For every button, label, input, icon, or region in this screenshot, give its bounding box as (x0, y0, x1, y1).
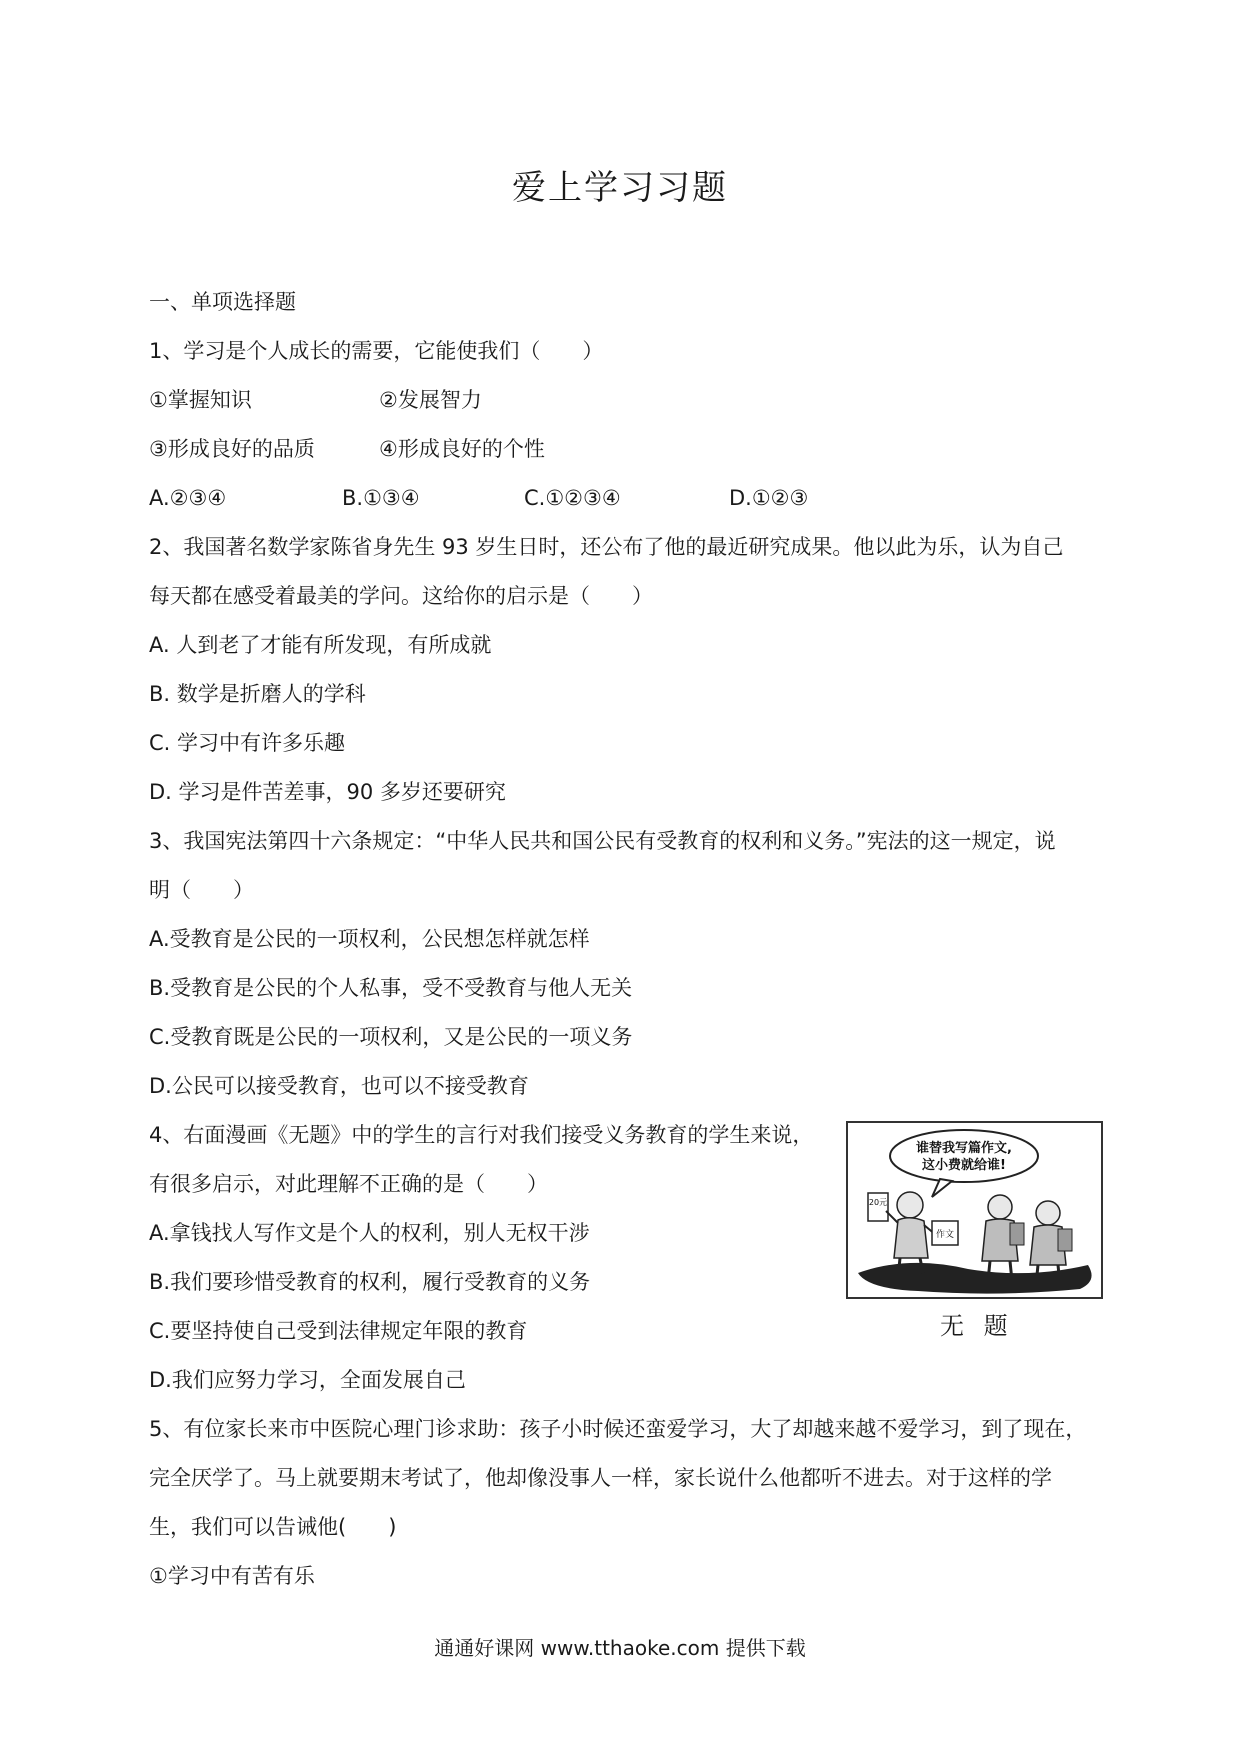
q1-option: C.①②③④ (524, 486, 621, 510)
speech-bubble (890, 1130, 1038, 1182)
page-title: 爱上学习习题 (512, 168, 728, 208)
svg-text:20元: 20元 (868, 1198, 888, 1207)
bubble-text: 这小费就给谁! (922, 1158, 1006, 1173)
bubble-text: 谁替我写篇作文, (916, 1141, 1012, 1156)
cartoon-illustration (848, 1123, 1101, 1297)
q3-option: C.受教育既是公民的一项权利，又是公民的一项义务 (149, 1025, 633, 1049)
q3-stem-line: 明（ ） (149, 878, 254, 902)
q1-item: ④形成良好的个性 (379, 437, 545, 461)
q2-option: C. 学习中有许多乐趣 (149, 731, 346, 755)
q4-option: A.拿钱找人写作文是个人的权利，别人无权干涉 (149, 1221, 590, 1245)
q3-option: D.公民可以接受教育，也可以不接受教育 (149, 1074, 529, 1098)
q2-option: B. 数学是折磨人的学科 (149, 682, 366, 706)
q5-item: ①学习中有苦有乐 (149, 1564, 315, 1588)
q2-stem-line: 每天都在感受着最美的学问。这给你的启示是（ ） (149, 584, 653, 608)
section-heading: 一、单项选择题 (149, 290, 296, 314)
q5-stem-line: 完全厌学了。马上就要期末考试了，他却像没事人一样，家长说什么他都听不进去。对于这样的学 (149, 1466, 1052, 1490)
q1-option: B.①③④ (342, 486, 420, 510)
q3-option: B.受教育是公民的个人私事，受不受教育与他人无关 (149, 976, 633, 1000)
svg-text:作文: 作文 (935, 1230, 955, 1240)
q2-stem-line: 2、我国著名数学家陈省身先生 93 岁生日时，还公布了他的最近研究成果。他以此为乐，认为自己 (149, 535, 1064, 559)
q5-stem-line: 5、有位家长来市中医院心理门诊求助：孩子小时候还蛮爱学习，大了却越来越不爱学习，到了现在， (149, 1417, 1087, 1441)
q5-stem-line: 生，我们可以告诫他( ) (149, 1515, 397, 1539)
q1-option: A.②③④ (149, 486, 227, 510)
q2-option: A. 人到老了才能有所发现，有所成就 (149, 633, 492, 657)
q4-stem-line: 有很多启示，对此理解不正确的是（ ） (149, 1172, 548, 1196)
q1-item: ③形成良好的品质 (149, 437, 315, 461)
q1-item: ①掌握知识 (149, 388, 252, 412)
q3-stem-line: 3、我国宪法第四十六条规定：“中华人民共和国公民有受教育的权利和义务。”宪法的这一规定，说 (149, 829, 1056, 853)
q2-option: D. 学习是件苦差事，90 多岁还要研究 (149, 780, 506, 804)
page-footer: 通通好课网 www.tthaoke.com 提供下载 (434, 1636, 806, 1660)
q3-option: A.受教育是公民的一项权利，公民想怎样就怎样 (149, 927, 590, 951)
q4-option: C.要坚持使自己受到法律规定年限的教育 (149, 1319, 528, 1343)
cartoon-caption: 无 题 (940, 1312, 1014, 1340)
cartoon-image (846, 1121, 1103, 1299)
q4-option: D.我们应努力学习，全面发展自己 (149, 1368, 466, 1392)
q4-option: B.我们要珍惜受教育的权利，履行受教育的义务 (149, 1270, 591, 1294)
q1-option: D.①②③ (729, 486, 809, 510)
q1-stem: 1、学习是个人成长的需要，它能使我们（ ） (149, 339, 604, 363)
q1-item: ②发展智力 (379, 388, 482, 412)
q4-stem-line: 4、右面漫画《无题》中的学生的言行对我们接受义务教育的学生来说， (149, 1123, 814, 1147)
